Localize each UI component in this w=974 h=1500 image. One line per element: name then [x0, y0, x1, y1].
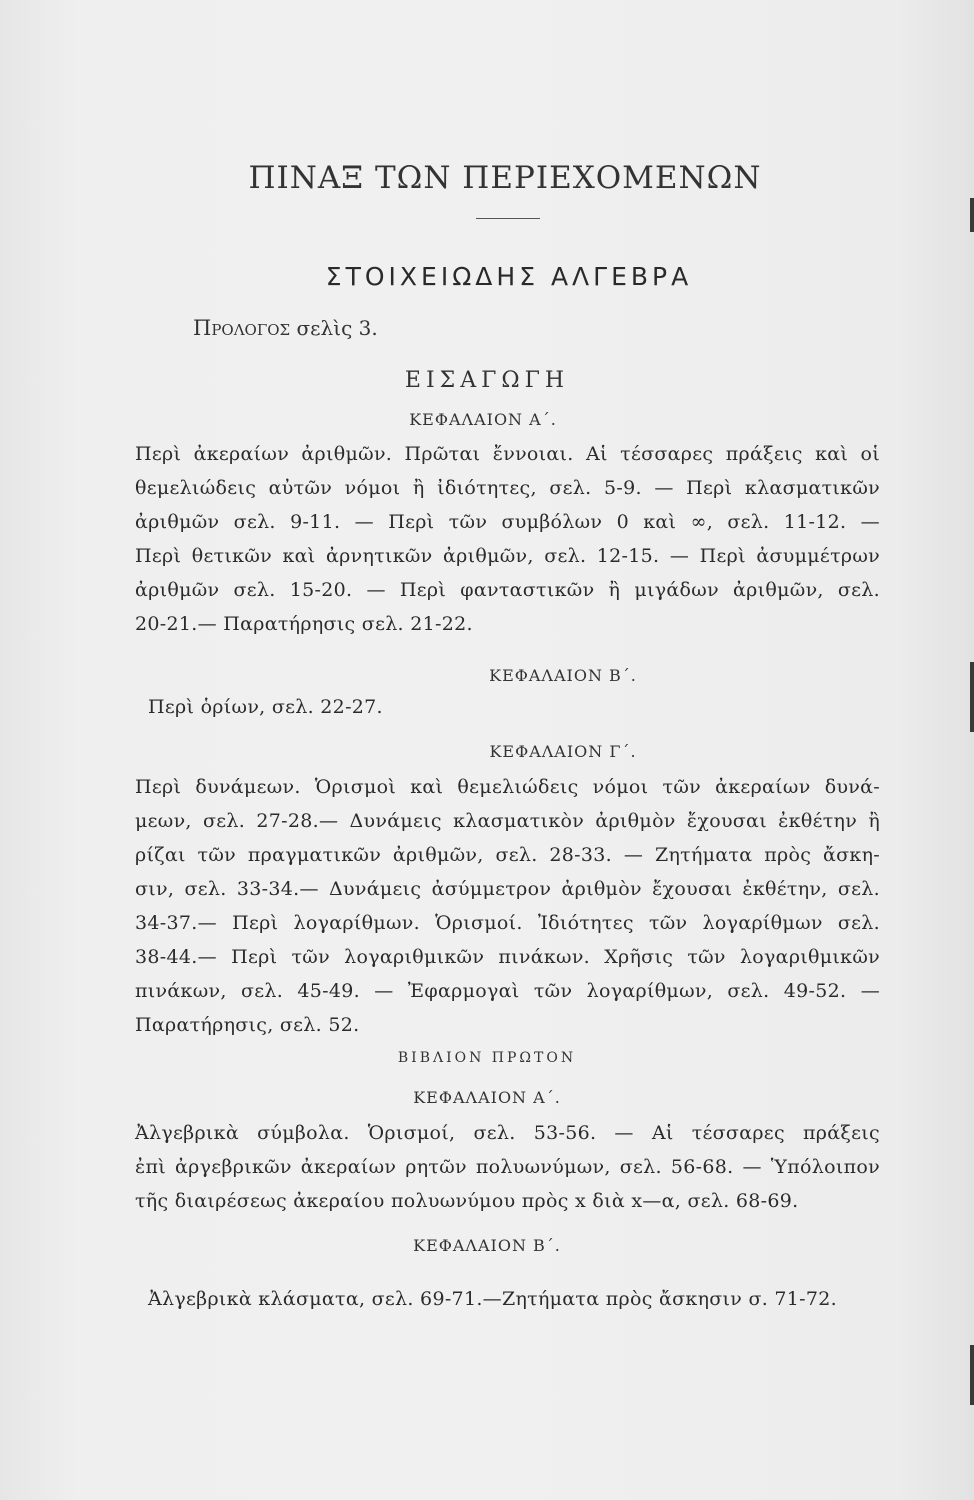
page-edge-mark [970, 1345, 974, 1405]
text-line: Ἀλγεβρικὰ κλάσματα, σελ. 69-71.—Ζητήματα πρὸς ἄσκησιν σ. 71-72. [148, 1288, 838, 1310]
text-line: ἀριθμῶν σελ. 9-11. — Περὶ τῶν συμβόλων 0 καὶ ∞, σελ. 11-12. — [135, 511, 880, 533]
intro-chapter-c-heading: ΚΕΦΑΛΑΙΟΝ Γ΄. [489, 742, 637, 761]
book-one-chapter-b-text [148, 1282, 880, 1316]
intro-chapter-b-heading: ΚΕΦΑΛΑΙΟΝ Β΄. [489, 666, 637, 685]
text-line: θεμελιώδεις αὐτῶν νόμοι ἢ ἰδιότητες, σελ. 5-9. — Περὶ κλασματικῶν [135, 477, 880, 499]
text-line: Παρατήρησις, σελ. 52. [135, 1014, 360, 1036]
book-one-chapter-b-heading: ΚΕΦΑΛΑΙΟΝ Β΄. [413, 1236, 561, 1255]
text-line: 34-37.— Περὶ λογαρίθμων. Ὁρισμοί. Ἰδιότητες τῶν λογαρίθμων σελ. [135, 912, 880, 934]
intro-chapter-a-text [135, 437, 880, 641]
intro-chapter-c-text [135, 770, 880, 1042]
text-line: πινάκων, σελ. 45-49. — Ἐφαρμογαὶ τῶν λογαρίθμων, σελ. 49-52. — [135, 980, 880, 1002]
text-line: 38-44.— Περὶ τῶν λογαριθμικῶν πινάκων. Χρῆσις τῶν λογαριθμικῶν [135, 946, 880, 968]
text-line: Περὶ θετικῶν καὶ ἀρνητικῶν ἀριθμῶν, σελ. 12-15. — Περὶ ἀσυμμέτρων [135, 545, 880, 567]
text-line: Ἀλγεβρικὰ σύμβολα. Ὁρισμοί, σελ. 53-56. — Αἱ τέσσαρες πράξεις [135, 1122, 880, 1144]
page-edge-mark [970, 198, 974, 232]
text-line: ἐπὶ ἀργεβρικῶν ἀκεραίων ρητῶν πολυωνύμων, σελ. 56-68. — Ὑπόλοιπον [135, 1156, 880, 1178]
intro-chapter-a-heading: ΚΕΦΑΛΑΙΟΝ Α΄. [409, 410, 557, 429]
subject-title: ΣΤΟΙΧΕΙΩΔΗΣ ΑΛΓΕΒΡΑ [325, 262, 693, 291]
text-line: Περὶ δυνάμεων. Ὁρισμοὶ καὶ θεμελιώδεις νόμοι τῶν ἀκεραίων δυνά- [135, 776, 880, 798]
prologue-label-rest: ΡΟΛΟΓΟΣ [211, 321, 291, 339]
page-title: ΠΙΝΑΞ ΤΩΝ ΠΕΡΙΕΧΟΜΕΝΩΝ [248, 160, 762, 196]
prologue-entry [193, 316, 378, 340]
text-line: σιν, σελ. 33-34.— Δυνάμεις ἀσύμμετρον ἀριθμὸν ἔχουσαι ἐκθέτην, σελ. [135, 878, 880, 900]
text-line: τῆς διαιρέσεως ἀκεραίου πολυωνύμου πρὸς x διὰ x—α, σελ. 68-69. [135, 1190, 799, 1212]
text-line: μεων, σελ. 27-28.— Δυνάμεις κλασματικὸν ἀριθμὸν ἔχουσαι ἐκθέτην ἢ [135, 810, 880, 832]
book-one-chapter-a-heading: ΚΕΦΑΛΑΙΟΝ Α΄. [413, 1088, 561, 1107]
prologue-label-first: Π [193, 316, 212, 340]
intro-chapter-b-text [148, 690, 893, 724]
prologue-text: σελὶς 3. [296, 316, 378, 340]
text-line: 20-21.— Παρατήρησις σελ. 21-22. [135, 613, 473, 635]
text-line: ἀριθμῶν σελ. 15-20. — Περὶ φανταστικῶν ἢ μιγάδων ἀριθμῶν, σελ. [135, 579, 880, 601]
text-line: Περὶ ὁρίων, σελ. 22-27. [148, 696, 383, 718]
text-line: ρίζαι τῶν πραγματικῶν ἀριθμῶν, σελ. 28-33. — Ζητήματα πρὸς ἄσκη- [135, 844, 880, 866]
title-rule [476, 218, 540, 219]
book-one-chapter-a-text [135, 1116, 880, 1218]
introduction-heading: ΕΙΣΑΓΩΓΗ [404, 368, 570, 393]
book-one-heading: ΒΙΒΛΙΟΝ ΠΡΩΤΟΝ [397, 1050, 577, 1066]
text-line: Περὶ ἀκεραίων ἀριθμῶν. Πρῶται ἔννοιαι. Αἱ τέσσαρες πράξεις καὶ οἱ [135, 443, 880, 465]
